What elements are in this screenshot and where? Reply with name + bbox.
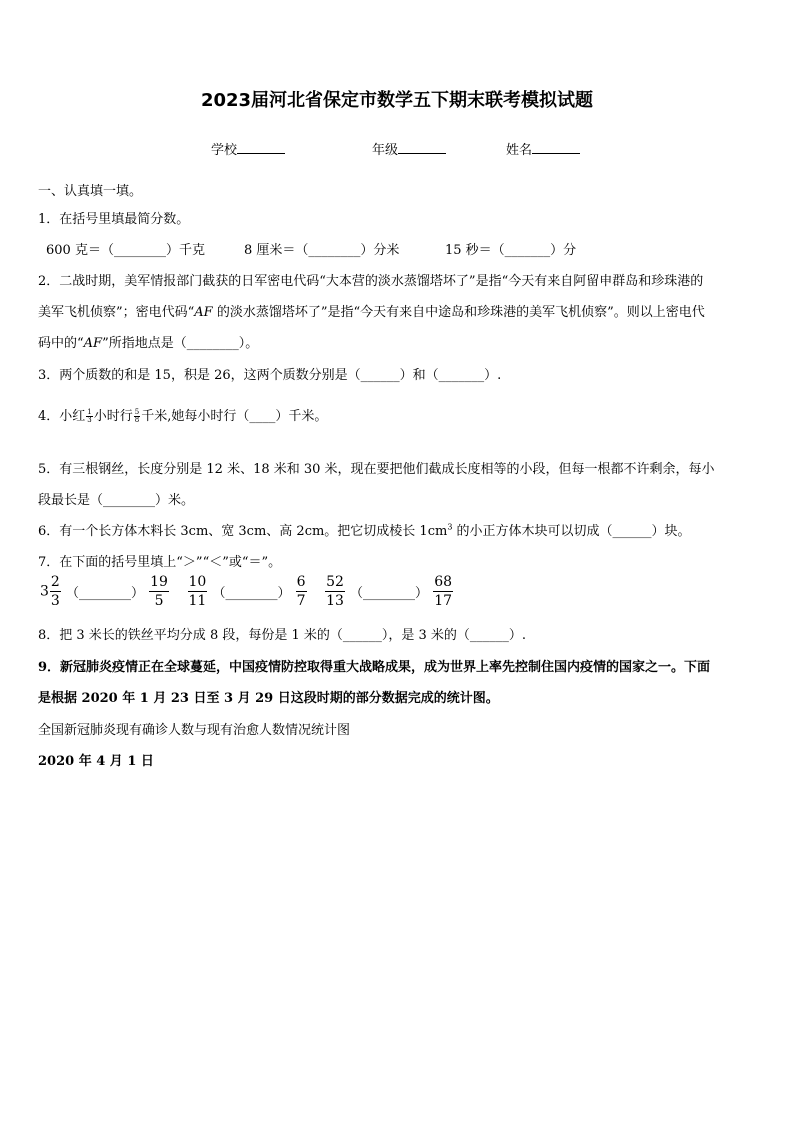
- name-blank[interactable]: [532, 141, 580, 154]
- question-9-line-1: 9．新冠肺炎疫情正在全球蔓延，中国疫情防控取得重大战略成果，成为世界上率先控制住国内疫情的国家之一。下面: [38, 660, 711, 675]
- question-9-line-2: 是根据 2020 年 1 月 23 日至 3 月 29 日这段时期的部分数据完成的统计图。: [38, 691, 499, 706]
- fraction-numerator: 52: [326, 574, 344, 590]
- grade-field: [372, 139, 446, 158]
- fraction: [50, 575, 61, 608]
- fraction-one-third: [86, 409, 92, 424]
- mixed-number-whole: 3: [40, 583, 49, 600]
- question-2-line-3: [38, 332, 258, 351]
- school-blank[interactable]: [237, 141, 285, 154]
- fraction-numerator: 1: [87, 408, 92, 416]
- fraction-numerator: 2: [50, 574, 60, 590]
- question-1-item-a: 600 克＝（________）千克: [46, 243, 205, 258]
- name-field: [506, 139, 580, 158]
- question-4-text: [38, 405, 327, 424]
- fraction-denominator: 3: [50, 593, 60, 609]
- fraction: [325, 575, 345, 608]
- fraction-denominator: 17: [434, 593, 453, 609]
- school-label: 学校: [211, 143, 238, 158]
- fraction-denominator: 11: [188, 593, 207, 609]
- fraction-denominator: 7: [296, 593, 306, 609]
- fraction-denominator: 5: [149, 591, 169, 608]
- question-7-comparisons: [40, 575, 454, 608]
- question-8-text: 8．把 3 米长的铁丝平均分成 8 段，每份是 1 米的（______），是 3 米的（______）.: [38, 628, 527, 643]
- chart-date: 2020 年 4 月 1 日: [38, 754, 154, 769]
- question-4-text-b: 小时行: [93, 409, 133, 424]
- name-label: 姓名: [506, 143, 533, 158]
- question-5-line-2: 段最长是（________）米。: [38, 493, 195, 508]
- school-field: [211, 139, 285, 158]
- comparison-blank[interactable]: （________）: [350, 586, 429, 601]
- fraction-numerator: 68: [434, 574, 453, 590]
- question-1-item-b: 8 厘米＝（________）分米: [244, 243, 400, 258]
- page-title: 2023届河北省保定市数学五下期末联考模拟试题: [200, 90, 594, 111]
- question-4-text-c: 千米,她每小时行（____）千米。: [141, 409, 328, 424]
- chart-caption: 全国新冠肺炎现有确诊人数与现有治愈人数情况统计图: [38, 723, 351, 738]
- fraction: [149, 575, 169, 608]
- question-1-text: 1．在括号里填最简分数。: [38, 212, 190, 227]
- fraction-numerator: 10: [188, 574, 207, 590]
- question-3-text: 3．两个质数的和是 15，积是 26，这两个质数分别是（______）和（_______）.: [38, 368, 502, 383]
- question-4-text-a: 4．小红: [38, 409, 86, 424]
- fraction-denominator: 3: [87, 416, 92, 424]
- question-6-text: [38, 520, 691, 539]
- comparison-blank[interactable]: （________）: [65, 586, 144, 601]
- comparison-blank[interactable]: （________）: [212, 586, 291, 601]
- question-1-item-c: 15 秒＝（_______）分: [445, 243, 577, 258]
- question-7-text: 7．在下面的括号里填上“＞”“＜”或“＝”。: [38, 555, 282, 570]
- fraction-numerator: 6: [296, 574, 306, 590]
- section-heading: 一、认真填一填。: [38, 184, 143, 199]
- question-2-line-1: 2．二战时期，美军情报部门截获的日军密电代码“大本营的淡水蒸馏塔坏了”是指“今天有来自阿留申群岛和珍珠港的: [38, 274, 704, 289]
- fraction: [296, 575, 307, 608]
- fraction-numerator: 19: [150, 574, 168, 590]
- question-2-text-b: 的淡水蒸馏塔坏了”是指“今天有来自中途岛和珍珠港的美军飞机侦察”。则以上密电代: [212, 305, 705, 320]
- fraction: [433, 575, 453, 608]
- fraction: [188, 575, 208, 608]
- code-af: AF: [194, 305, 213, 320]
- grade-blank[interactable]: [398, 141, 446, 154]
- question-6-text-a: 6．有一个长方体木料长 3cm、宽 3cm、高 2cm。把它切成棱长 1cm: [38, 524, 448, 539]
- fraction-five-eighths: [134, 409, 140, 424]
- cube-superscript: 3: [447, 522, 453, 532]
- fraction-denominator: 8: [134, 416, 140, 424]
- code-af: AF: [83, 336, 103, 351]
- fraction-numerator: 5: [134, 408, 140, 416]
- fraction-denominator: 13: [326, 593, 344, 609]
- question-2-text-c: 码中的“: [38, 336, 84, 351]
- question-6-text-b: 的小正方体木块可以切成（______）块。: [452, 524, 691, 539]
- question-2-line-2: [38, 301, 705, 320]
- question-2-text-a: 美军飞机侦察”；密电代码“: [38, 305, 195, 320]
- grade-label: 年级: [372, 143, 399, 158]
- question-2-text-d: ”所指地点是（________）。: [102, 336, 259, 351]
- question-5-line-1: 5．有三根钢丝，长度分别是 12 米、18 米和 30 米，现在要把他们截成长度相等的小段，但每一根都不许剩余，每小: [38, 462, 715, 477]
